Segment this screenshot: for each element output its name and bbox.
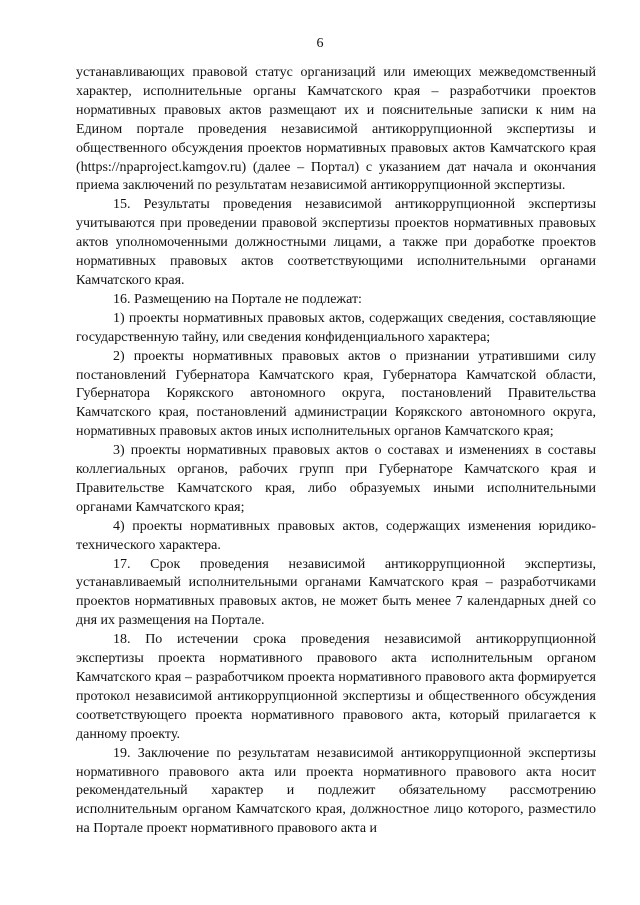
- paragraph-subitem-2: 2) проекты нормативных правовых актов о признании утратившими силу постановлений Губернатора Камчатского края, Губернатора Камчатской области, Губернатора Корякского автономного округа, постановлений Правительства Камчатского края, постановлений администрации Корякского автономного округа, нормативных правовых актов иных исполнительных органов Камчатского края;: [76, 348, 596, 440]
- paragraph-subitem-3: 3) проекты нормативных правовых актов о составах и изменениях в составы коллегиальных органов, рабочих групп при Губернаторе Камчатского края и Правительстве Камчатского края, либо образуемых иными исполнительными органами Камчатского края;: [76, 443, 596, 515]
- paragraph-subitem-4: 4) проекты нормативных правовых актов, содержащих изменения юридико-технического характера.: [76, 518, 596, 553]
- paragraph-item-16: 16. Размещению на Портале не подлежат:: [113, 291, 362, 307]
- paragraph-item-19: 19. Заключение по результатам независимой антикоррупционной экспертизы нормативного правового акта или проекта нормативного правового акта носит рекомендательный характер и подлежит обязательному рассмотрению исполнительным органом Камчатского края, должностное лицо которого, разместило на Портале проект нормативного правового акта и: [76, 745, 596, 837]
- paragraph-item-15: 15. Результаты проведения независимой антикоррупционной экспертизы учитываются при проведении правовой экспертизы проектов нормативных правовых актов уполномоченными должностными лицами, а также при доработке проектов нормативных правовых актов соответствующими исполнительными органами Камчатского края.: [76, 197, 596, 288]
- document-body: [76, 64, 596, 839]
- paragraph-subitem-1: 1) проекты нормативных правовых актов, содержащих сведения, составляющие государственную тайну, или сведения конфиденциального характера;: [76, 310, 596, 345]
- paragraph-item-18: 18. По истечении срока проведения независимой антикоррупционной экспертизы проекта нормативного правового акта исполнительным органом Камчатского края – разработчиком проекта нормативного правового акта формируется протокол независимой антикоррупционной экспертизы и общественного обсуждения соответствующего проекта нормативного правового акта, который прилагается к данному проекту.: [76, 632, 596, 742]
- paragraph-item-17: 17. Срок проведения независимой антикоррупционной экспертизы, устанавливаемый исполнительными органами Камчатского края – разработчиками проектов нормативных правовых актов, не может быть менее 7 календарных дней со дня их размещения на Портале.: [76, 556, 596, 629]
- paragraph-continuation: устанавливающих правовой статус организаций или имеющих межведомственный характер, исполнительные органы Камчатского края – разработчики проектов нормативных правовых актов размещают их и пояснительные записки к ним на Едином портале проведения независимой антикоррупционной экспертизы и общественного обсуждения проектов нормативных правовых актов Камчатского края (https://npaproject.kamgov.ru) (далее – Портал) с указанием дат начала и окончания приема заключений по результатам независимой антикоррупционной экспертизы.: [76, 65, 596, 194]
- page-number: 6: [316, 36, 324, 51]
